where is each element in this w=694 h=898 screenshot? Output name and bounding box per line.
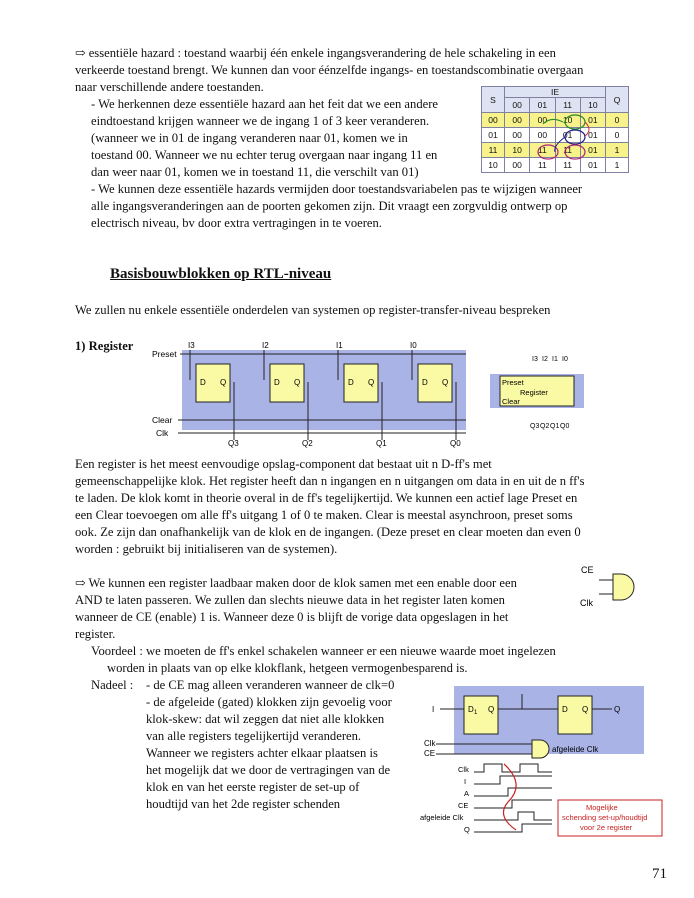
hazard-line-3: naar verschillende andere toestanden. — [75, 80, 264, 94]
nadeel-line-5: Wanneer we registers achter elkaar plaatsen is — [146, 746, 378, 760]
svg-text:CE: CE — [458, 801, 469, 810]
row-state: 10 — [482, 158, 505, 173]
hazard-line-8: dan weer naar 01, komen we in toestand 11, die verschilt van 01) — [91, 165, 419, 179]
svg-text:Q: Q — [442, 378, 449, 387]
output-label: Q3 — [228, 439, 239, 448]
svg-text:D: D — [348, 378, 354, 387]
table-cell: 01 — [580, 128, 605, 143]
nadeel-label: Nadeel : — [91, 678, 134, 692]
output-label: Q1 — [376, 439, 387, 448]
table-cell: 00 — [505, 158, 530, 173]
svg-text:Q: Q — [464, 825, 470, 834]
hazard-arrow — [543, 119, 563, 124]
waveform-i — [474, 776, 552, 784]
output-header: Q — [606, 87, 629, 113]
svg-text:Q3: Q3 — [530, 423, 540, 430]
clear-label: Clear — [152, 415, 173, 425]
col-header: 11 — [555, 98, 580, 113]
waveform-gated-clk — [474, 812, 552, 820]
table-cell: 01 — [580, 113, 605, 128]
output-q-label: Q — [614, 705, 621, 714]
input-label: I1 — [336, 341, 343, 350]
nadeel-line-7: klok en van het eerste register de set-up of — [146, 780, 360, 794]
col-header: 10 — [580, 98, 605, 113]
row-output: 1 — [606, 143, 629, 158]
and-gate-symbol — [577, 562, 637, 610]
register-line-3: te laden. De klok komt in theorie overal in de ff's tegelijkertijd. We kunnen een actief lage Preset en — [75, 491, 578, 505]
svg-text:D: D — [468, 705, 474, 714]
nadeel-line-3: klok-skew: dat wil zeggen dat niet alle klokken — [146, 712, 385, 726]
hazard-line-2: verkeerde toestand brengt. We kunnen dan voor éénzelfde ingangs- en toestandscombinatie overgaan — [75, 63, 584, 77]
clear-label: Clear — [502, 397, 520, 406]
svg-text:I1: I1 — [552, 356, 558, 363]
svg-text:Q0: Q0 — [560, 423, 570, 430]
waveform-ce — [474, 800, 552, 808]
register-line-1: Een register is het meest eenvoudige opslag-component dat bestaat uit n D-ff's met — [75, 457, 492, 471]
hazard-line-1: ⇨ essentiële hazard : toestand waarbij één enkele ingangsverandering de hele schakeling in een — [75, 46, 556, 60]
register-label: Register — [520, 388, 548, 397]
hazard-trace-overlay — [481, 86, 629, 176]
svg-text:Q: Q — [488, 705, 495, 714]
table-cell: 00 — [530, 128, 555, 143]
clk-label: Clk — [424, 739, 436, 748]
svg-text:Q: Q — [582, 705, 589, 714]
clk-label: Clk — [156, 428, 169, 438]
svg-text:D: D — [422, 378, 428, 387]
svg-text:I: I — [464, 777, 467, 786]
table-cell: 11 — [530, 158, 555, 173]
svg-text:1: 1 — [474, 710, 478, 716]
gated-clk-label: afgeleide Clk — [552, 745, 599, 754]
state-header: S — [482, 87, 505, 113]
load-line-1: ⇨ We kunnen een register laadbaar maken door de klok samen met een enable door een — [75, 576, 517, 590]
table-cell: 11 — [555, 158, 580, 173]
table-cell: 11 — [555, 143, 580, 158]
clk-label: Clk — [580, 598, 593, 608]
nadeel-line-4: van alle registers tegelijkertijd veranderen. — [146, 729, 362, 743]
svg-text:Clk: Clk — [458, 765, 469, 774]
svg-text:D: D — [274, 378, 280, 387]
hazard-line-5: eindtoestand krijgen wanneer we de ingang 1 of 3 keer veranderen. — [91, 114, 430, 128]
svg-text:Q: Q — [368, 378, 375, 387]
output-label: Q2 — [302, 439, 313, 448]
load-line-3: wanneer de CE (enable) 1 is. Wanneer deze 0 is blijft de vorige data opgeslagen in het — [75, 610, 509, 624]
svg-text:afgeleide Clk: afgeleide Clk — [420, 813, 464, 822]
svg-text:I3: I3 — [532, 356, 538, 363]
col-header: 00 — [505, 98, 530, 113]
voordeel-line-1: Voordeel : we moeten de ff's enkel schakelen wanneer er een nieuwe waarde moet ingelezen — [91, 644, 556, 658]
hazard-arrow — [585, 122, 589, 136]
register-line-5: ook. Ze zijn dan onafhankelijk van de klok en de ingangen. (Deze preset en clear moeten dan even 0 — [75, 525, 581, 539]
voordeel-line-2: worden in plaats van op elke klokflank, hetgeen vermogenbesparend is. — [107, 661, 468, 675]
svg-text:I2: I2 — [542, 356, 548, 363]
register-heading: 1) Register — [75, 339, 134, 353]
svg-text:Mogelijke: Mogelijke — [586, 803, 618, 812]
svg-text:schending set-up/houdtijd: schending set-up/houdtijd — [562, 813, 648, 822]
register-symbol — [484, 352, 604, 436]
table-cell: 01 — [555, 128, 580, 143]
svg-text:Q: Q — [220, 378, 227, 387]
hazard-line-7: toestand 00. Wanneer we nu echter terug overgaan naar ingang 11 en — [91, 148, 438, 162]
waveform-clk — [474, 764, 552, 772]
arrow-icon: ⇨ — [75, 46, 86, 60]
input-header: IE — [505, 87, 606, 98]
arrow-icon: ⇨ — [75, 576, 86, 590]
and-gate-icon — [613, 574, 634, 600]
table-cell: 01 — [580, 158, 605, 173]
row-output: 0 — [606, 113, 629, 128]
hazard-line-11: electrisch niveau, bv door extra vertragingen in te voeren. — [91, 216, 382, 230]
row-state: 00 — [482, 113, 505, 128]
row-state: 01 — [482, 128, 505, 143]
ce-label: CE — [581, 565, 594, 575]
row-output: 1 — [606, 158, 629, 173]
nadeel-line-2: - de afgeleide (gated) klokken zijn gevoelig voor — [146, 695, 392, 709]
hazard-line-9: - We kunnen deze essentiële hazards vermijden door toestandsvariabelen pas te wijzigen wanneer — [91, 182, 583, 196]
svg-text:voor 2e register: voor 2e register — [580, 823, 633, 832]
svg-text:D: D — [562, 705, 568, 714]
nadeel-line-6: het mogelijk dat we door de vertragingen van de — [146, 763, 391, 777]
register-circuit-diagram — [150, 340, 468, 448]
section-title: Basisbouwblokken op RTL-niveau — [110, 266, 332, 282]
svg-text:D: D — [200, 378, 206, 387]
svg-text:I0: I0 — [562, 356, 568, 363]
register-line-2: gemeenschappelijke klok. Het register heeft dan n ingangen en n uitgangen om data in en uit de n ff's — [75, 474, 585, 488]
page-number: 71 — [652, 866, 667, 882]
table-cell: 01 — [580, 143, 605, 158]
preset-label: Preset — [502, 378, 524, 387]
col-header: 01 — [530, 98, 555, 113]
table-cell: 00 — [505, 113, 530, 128]
svg-text:Q: Q — [294, 378, 301, 387]
hazard-line-6: (wanneer we in 01 de ingang veranderen naar 01, komen we in — [91, 131, 408, 145]
register-line-4: een Clear toevoegen om alle ff's uitgang 1 of 0 te maken. Clear is meestal asynchroon, preset soms — [75, 508, 573, 522]
table-cell: 00 — [530, 113, 555, 128]
hazard-circle — [565, 130, 585, 144]
svg-text:A: A — [464, 789, 470, 798]
table-cell: 00 — [505, 128, 530, 143]
gated-clock-timing-diagram — [412, 684, 664, 842]
and-gate-icon — [532, 740, 549, 758]
register-line-6: worden : gebruikt bij initialiseren van de systemen). — [75, 542, 338, 556]
preset-label: Preset — [152, 349, 177, 359]
nadeel-line-8: houdtijd van het 2de register schenden — [146, 797, 341, 811]
table-cell: 11 — [530, 143, 555, 158]
hazard-line-10: alle ingangsveranderingen aan de poorten gekomen zijn. Dit vraagt een zorgvuldig ontwerp op — [91, 199, 568, 213]
hazard-circle — [565, 115, 585, 129]
load-line-4: register. — [75, 627, 116, 641]
svg-text:Q1: Q1 — [550, 423, 560, 430]
input-i-label: I — [432, 705, 435, 714]
input-label: I3 — [188, 341, 195, 350]
row-output: 0 — [606, 128, 629, 143]
input-label: I0 — [410, 341, 417, 350]
output-label: Q0 — [450, 439, 461, 448]
hazard-line-4: - We herkennen deze essentiële hazard aan het feit dat we een andere — [91, 97, 438, 111]
svg-text:Q2: Q2 — [540, 423, 550, 430]
table-cell: 10 — [505, 143, 530, 158]
input-label: I2 — [262, 341, 269, 350]
section-intro: We zullen nu enkele essentiële onderdelen van systemen op register-transfer-niveau bespreken — [75, 303, 551, 317]
hazard-circle — [565, 145, 585, 159]
table-cell: 10 — [555, 113, 580, 128]
load-line-2: AND te laten passeren. We zullen dan slechts nieuwe data in het register laten komen — [75, 593, 505, 607]
hazard-arrow — [555, 137, 565, 152]
nadeel-line-1: - de CE mag alleen veranderen wanneer de clk=0 — [146, 678, 395, 692]
row-state: 11 — [482, 143, 505, 158]
state-table — [481, 86, 629, 173]
ce-label: CE — [424, 749, 436, 758]
